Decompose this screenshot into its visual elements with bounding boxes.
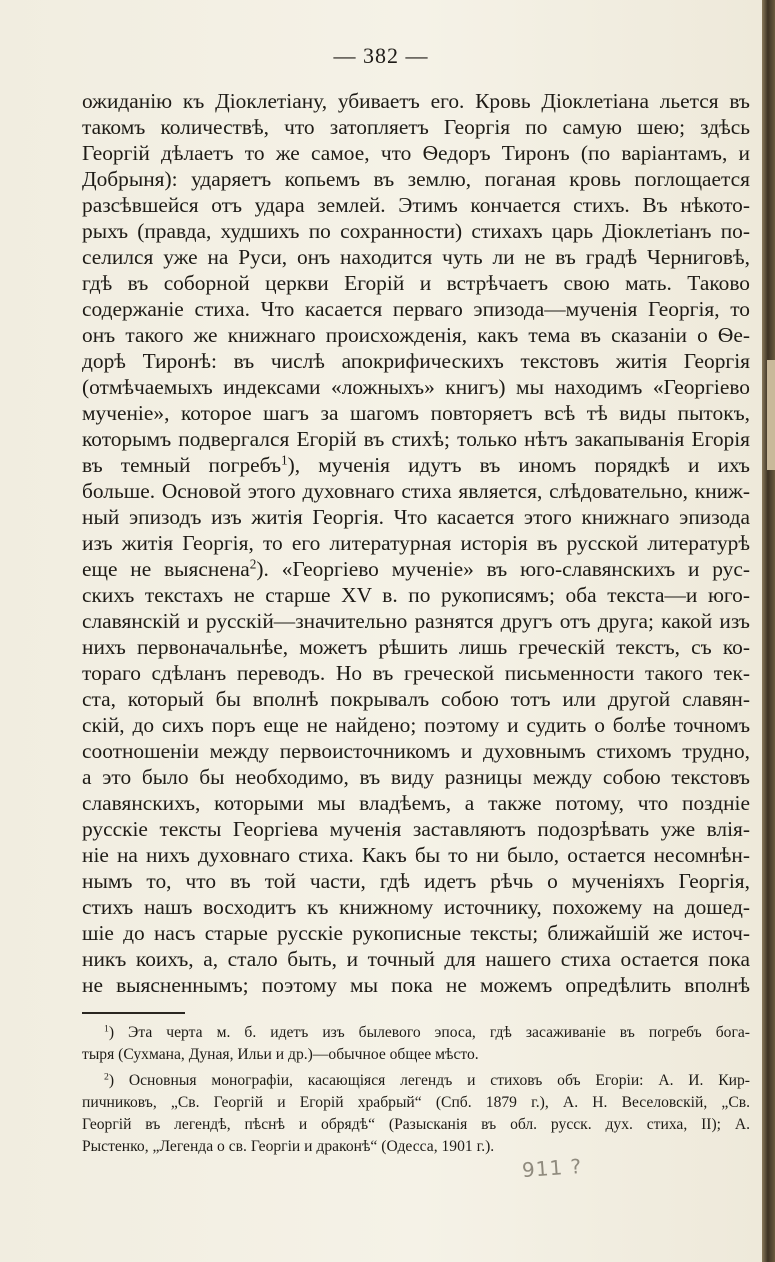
- footnote-divider: [82, 1012, 185, 1014]
- page-number-header: — 382 —: [333, 43, 429, 68]
- library-pencil-mark: 911 ?: [521, 1153, 583, 1183]
- text-line: шіе до насъ старые русскіе рукописные тексты; ближайшій же источ-: [82, 921, 750, 945]
- text-line: ста, который бы вполнѣ покрывалъ собою тотъ или другой славян-: [82, 687, 750, 711]
- text-line: Георгій дѣлаетъ то же самое, что Ѳедоръ Тиронъ (по варіантамъ, и: [82, 141, 750, 165]
- text-line: разсѣвшейся отъ удара землей. Этимъ кончается стихъ. Въ нѣкото-: [82, 193, 750, 217]
- text-segment: ), мученія идутъ въ иномъ порядкѣ и ихъ: [287, 453, 750, 477]
- text-line: славянскій и русскій—значительно разнятся другъ отъ друга; какой изъ: [82, 609, 750, 633]
- text-line: [82, 452, 750, 478]
- footnote-mark-1: 1: [104, 1023, 109, 1035]
- text-line: [82, 556, 750, 582]
- text-line: онъ такого же книжнаго происхожденія, какъ тема въ сказаніи о Ѳе-: [82, 323, 750, 347]
- footnote-1-cont: тыря (Сухмана, Дуная, Ильи и др.)—обычное общее мѣсто.: [82, 1046, 479, 1063]
- text-segment: ). «Георгіево мученіе» въ юго-славянскихъ и рус-: [256, 557, 750, 581]
- text-line: ніе на нихъ духовнаго стиха. Какъ бы то ни было, остается несомнѣн-: [82, 843, 750, 867]
- footnote-text: Эта черта м. б. идетъ изъ былевого эпоса, гдѣ засаживаніе въ погребъ бога-: [128, 1024, 750, 1041]
- text-line: рыхъ (правда, худшихъ по сохранности) стихахъ царь Діоклетіанъ по-: [82, 219, 750, 243]
- text-line: нихъ первоначальнѣе, можетъ рѣшить лишь греческій текстъ, съ ко-: [82, 635, 750, 659]
- text-line: соотношеніи между первоисточникомъ и духовнымъ стихомъ трудно,: [82, 739, 750, 763]
- text-line: славянскихъ, которыми мы владѣемъ, а также потому, что поздніе: [82, 791, 750, 815]
- text-line: дорѣ Тиронѣ: въ числѣ апокрифическихъ текстовъ житія Георгія: [82, 349, 750, 373]
- book-spine: [762, 0, 775, 1262]
- text-line: (отмѣчаемыхъ индексами «ложныхъ» книгъ) мы находимъ «Георгіево: [82, 375, 750, 399]
- text-line: русскіе тексты Георгіева мученія заставляютъ подозрѣвать уже влія-: [82, 817, 750, 841]
- text-line: а это было бы необходимо, въ виду разницы между собою текстовъ: [82, 765, 750, 789]
- footnote-1: $^1$) Эта черта м. б. идетъ изъ былевого эпоса, гдѣ засаживаніе въ погребъ бога-: [104, 1023, 750, 1041]
- text-line: такомъ количествѣ, что затопляетъ Георгія по самую шею; здѣсь: [82, 115, 750, 139]
- text-line: больше. Основой этого духовнаго стиха является, слѣдовательно, книж-: [82, 479, 750, 503]
- footnote-ref-1: 1: [281, 452, 288, 468]
- spine-bookmark: [767, 360, 775, 470]
- text-line: скихъ текстахъ не старше XV в. по рукописямъ; оба текста—и юго-: [82, 583, 750, 607]
- text-line: гдѣ въ соборной церкви Егорій и встрѣчаетъ свою мать. Таково: [82, 271, 750, 295]
- text-line: скій, до сихъ поръ еще не найдено; поэтому и судить о болѣе точномъ: [82, 713, 750, 737]
- text-line: которымъ подвергался Егорій въ стихѣ; только нѣтъ закапыванія Егорія: [82, 427, 750, 451]
- text-line: никъ коихъ, а, стало быть, и точный для нашего стиха остается пока: [82, 947, 750, 971]
- text-line: содержаніе стиха. Что касается перваго эпизода—мученія Георгія, то: [82, 297, 750, 321]
- footnote-ref-2: 2: [249, 556, 257, 572]
- footnote-2-cont: пичниковъ, „Св. Георгій и Егорій храбрый“ (Спб. 1879 г.), А. Н. Веселовскій, „Св.: [82, 1094, 750, 1111]
- footnote-2-cont: Рыстенко, „Легенда о св. Георгіи и драконѣ“ (Одесса, 1901 г.).: [82, 1138, 495, 1155]
- text-segment: еще не выяснена: [82, 557, 250, 581]
- text-line: Добрыня): ударяетъ копьемъ въ землю, поганая кровь поглощается: [82, 167, 750, 191]
- text-line: нымъ то, что въ той части, гдѣ идетъ рѣчь о мученіяхъ Георгія,: [82, 869, 750, 893]
- text-line: стихъ нашъ восходитъ къ книжному источнику, похожему на дошед-: [82, 895, 750, 919]
- text-line: селился уже на Руси, онъ находится чуть ли не въ градѣ Черниговѣ,: [82, 245, 750, 269]
- footnote-mark-2: 2: [104, 1071, 109, 1083]
- footnote-2: $^2$) Основныя монографіи, касающіяся легендъ и стиховъ объ Егоріи: А. И. Кир-: [104, 1071, 750, 1089]
- text-line: изъ житія Георгія, то его литературная исторія въ русской литературѣ: [82, 531, 750, 555]
- text-segment: въ темный погребъ: [82, 453, 282, 477]
- footnote-2-cont: Георгій въ легендѣ, пѣснѣ и обрядѣ“ (Разысканія въ обл. русск. дух. стиха, II); А.: [82, 1116, 750, 1133]
- text-line: мученіе», которое шагъ за шагомъ повторяетъ всѣ тѣ виды пытокъ,: [82, 401, 750, 425]
- footnote-text: Основныя монографіи, касающіяся легендъ и стиховъ объ Егоріи: А. И. Кир-: [128, 1072, 750, 1089]
- text-line: ожиданію къ Діоклетіану, убиваетъ его. Кровь Діоклетіана льется въ: [82, 89, 750, 113]
- text-line: тораго сдѣланъ переводъ. Но въ греческой письменности такого тек-: [82, 661, 750, 685]
- text-line: ный эпизодъ изъ житія Георгія. Что касается этого книжнаго эпизода: [82, 505, 750, 529]
- text-line: не выясненнымъ; поэтому мы пока не можемъ опредѣлить вполнѣ: [82, 973, 750, 997]
